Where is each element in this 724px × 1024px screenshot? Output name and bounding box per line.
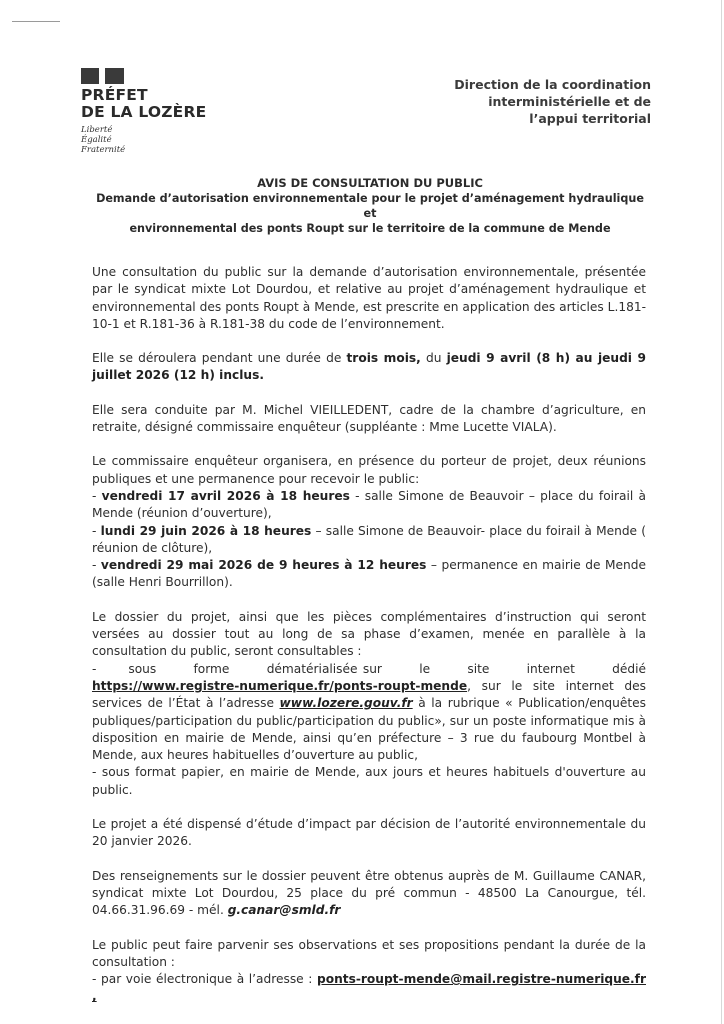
- dossier-online-rest: à la rubrique « Publication/enquêtes publiques/participation du public/participation du public», sur un poste informatique mis à disposition en mairie de Mende, ainsi qu’en préfecture – 3 rue du faubourg Montbel à Mende, aux heures habituelles d’ouverture au public,: [92, 696, 646, 763]
- prefecture-name-line1: PRÉFET: [81, 86, 148, 104]
- registre-numerique-link[interactable]: https://www.registre-numerique.fr/ponts-roupt-mende: [92, 678, 468, 693]
- meeting-item: - vendredi 29 mai 2026 de 9 heures à 12 heures – permanence en mairie de Mende (salle Henri Bourrillon).: [92, 558, 646, 590]
- observations-electronic-prefix: - par voie électronique à l’adresse :: [92, 972, 317, 987]
- motto-liberte: Liberté: [81, 125, 113, 135]
- dossier-paragraph: [92, 609, 646, 799]
- notice-title: AVIS DE CONSULTATION DU PUBLIC: [257, 176, 483, 190]
- page-edge: [721, 0, 722, 1024]
- observations-email-link[interactable]: ponts-roupt-mende@mail.registre-numerique.fr ,: [92, 972, 646, 1004]
- intro-paragraph: Une consultation du public sur la demande d’autorisation environnementale, présentée par le syndicat mixte Lot Dourdou, et relative au projet d’aménagement hydraulique et environnemental des ponts Roupt à Mende, est prescrite en application des articles L.181-10-1 et R.181-36 à R.181-38 du code de l’environnement.: [92, 265, 646, 331]
- notice-body: [92, 264, 646, 1023]
- dossier-intro: Le dossier du projet, ainsi que les pièces complémentaires d’instruction qui seront versées au dossier tout au long de sa phase d’examen, menée en parallèle à la consultation du public, seront consultables :: [92, 609, 646, 659]
- duration-paragraph: [92, 350, 646, 385]
- meetings-paragraph: [92, 453, 646, 591]
- contact-paragraph: [92, 868, 646, 920]
- impact-paragraph: Le projet a été dispensé d’étude d’impact par décision de l’autorité environnementale du 20 janvier 2026.: [92, 817, 646, 849]
- duration-prefix: Elle se déroulera pendant une durée de: [92, 351, 347, 366]
- duration-dates: jeudi 9 avril (8 h) au jeudi 9 juillet 2026 (12 h) inclus.: [92, 351, 646, 383]
- meeting-location: – salle Simone de Beauvoir- place du foirail à Mende ( réunion de clôture),: [92, 523, 646, 555]
- meeting-date: vendredi 17 avril 2026 à 18 heures: [101, 488, 350, 503]
- contact-email-link[interactable]: g.canar@smld.fr: [227, 903, 341, 918]
- dossier-online-after-url: , sur le site internet des services de l’État à l’adresse: [92, 678, 646, 711]
- direction-line: interministérielle et de: [488, 94, 651, 109]
- republic-motto: [81, 125, 206, 155]
- prefecture-name-line2: DE LA LOZÈRE: [81, 103, 207, 121]
- scan-mark-line: [12, 21, 60, 22]
- duration-length: trois mois,: [346, 351, 421, 366]
- meeting-location: - salle Simone de Beauvoir – place du foirail à Mende (réunion d’ouverture),: [92, 488, 646, 521]
- prefecture-logo: [81, 68, 206, 155]
- notice-subtitle-line2: environnemental des ponts Roupt sur le territoire de la commune de Mende: [129, 222, 611, 235]
- marianne-logo-icon: [81, 68, 124, 84]
- observations-intro: Le public peut faire parvenir ses observations et ses propositions pendant la durée de la consultation :: [92, 937, 646, 969]
- notice-subtitle-line1: Demande d’autorisation environnementale pour le projet d’aménagement hydraulique et: [96, 192, 644, 220]
- notice-title-block: [90, 176, 650, 236]
- direction-line: Direction de la coordination: [454, 77, 651, 92]
- commissioner-paragraph: Elle sera conduite par M. Michel VIEILLEDENT, cadre de la chambre d’agriculture, en retraite, désigné commissaire enquêteur (suppléante : Mme Lucette VIALA).: [92, 402, 646, 435]
- meeting-date: vendredi 29 mai 2026 de 9 heures à 12 heures: [100, 558, 427, 573]
- prefecture-name: [81, 87, 206, 121]
- meeting-date: lundi 29 juin 2026 à 18 heures: [100, 523, 312, 538]
- direction-line: l’appui territorial: [529, 111, 651, 126]
- dossier-paper: - sous format papier, en mairie de Mende, aux jours et heures habituels d'ouverture au public.: [92, 765, 646, 797]
- meeting-item: - lundi 29 juin 2026 à 18 heures – salle Simone de Beauvoir- place du foirail à Mende ( réunion de clôture),: [92, 523, 646, 555]
- motto-fraternite: Fraternité: [81, 145, 126, 155]
- duration-middle: du: [420, 351, 447, 366]
- meeting-item: - vendredi 17 avril 2026 à 18 heures - salle Simone de Beauvoir – place du foirail à Mende (réunion d’ouverture),: [92, 488, 646, 521]
- issuing-direction: [454, 76, 651, 127]
- meetings-intro: Le commissaire enquêteur organisera, en présence du porteur de projet, deux réunions publiques et une permanence pour recevoir le public:: [92, 454, 646, 486]
- dossier-online-line: - sous forme dématérialisée sur le site internet dédié: [92, 661, 646, 676]
- motto-egalite: Égalité: [81, 135, 112, 145]
- lozere-gouv-link[interactable]: www.lozere.gouv.fr: [279, 696, 413, 711]
- meeting-location: – permanence en mairie de Mende (salle Henri Bourrillon).: [92, 558, 646, 590]
- observations-paragraph: [92, 937, 646, 1006]
- contact-text: Des renseignements sur le dossier peuvent être obtenus auprès de M. Guillaume CANAR, syndicat mixte Lot Dourdou, 25 place du pré commun - 48500 La Canourgue, tél. 04.66.31.96.69 - mél.: [92, 868, 646, 918]
